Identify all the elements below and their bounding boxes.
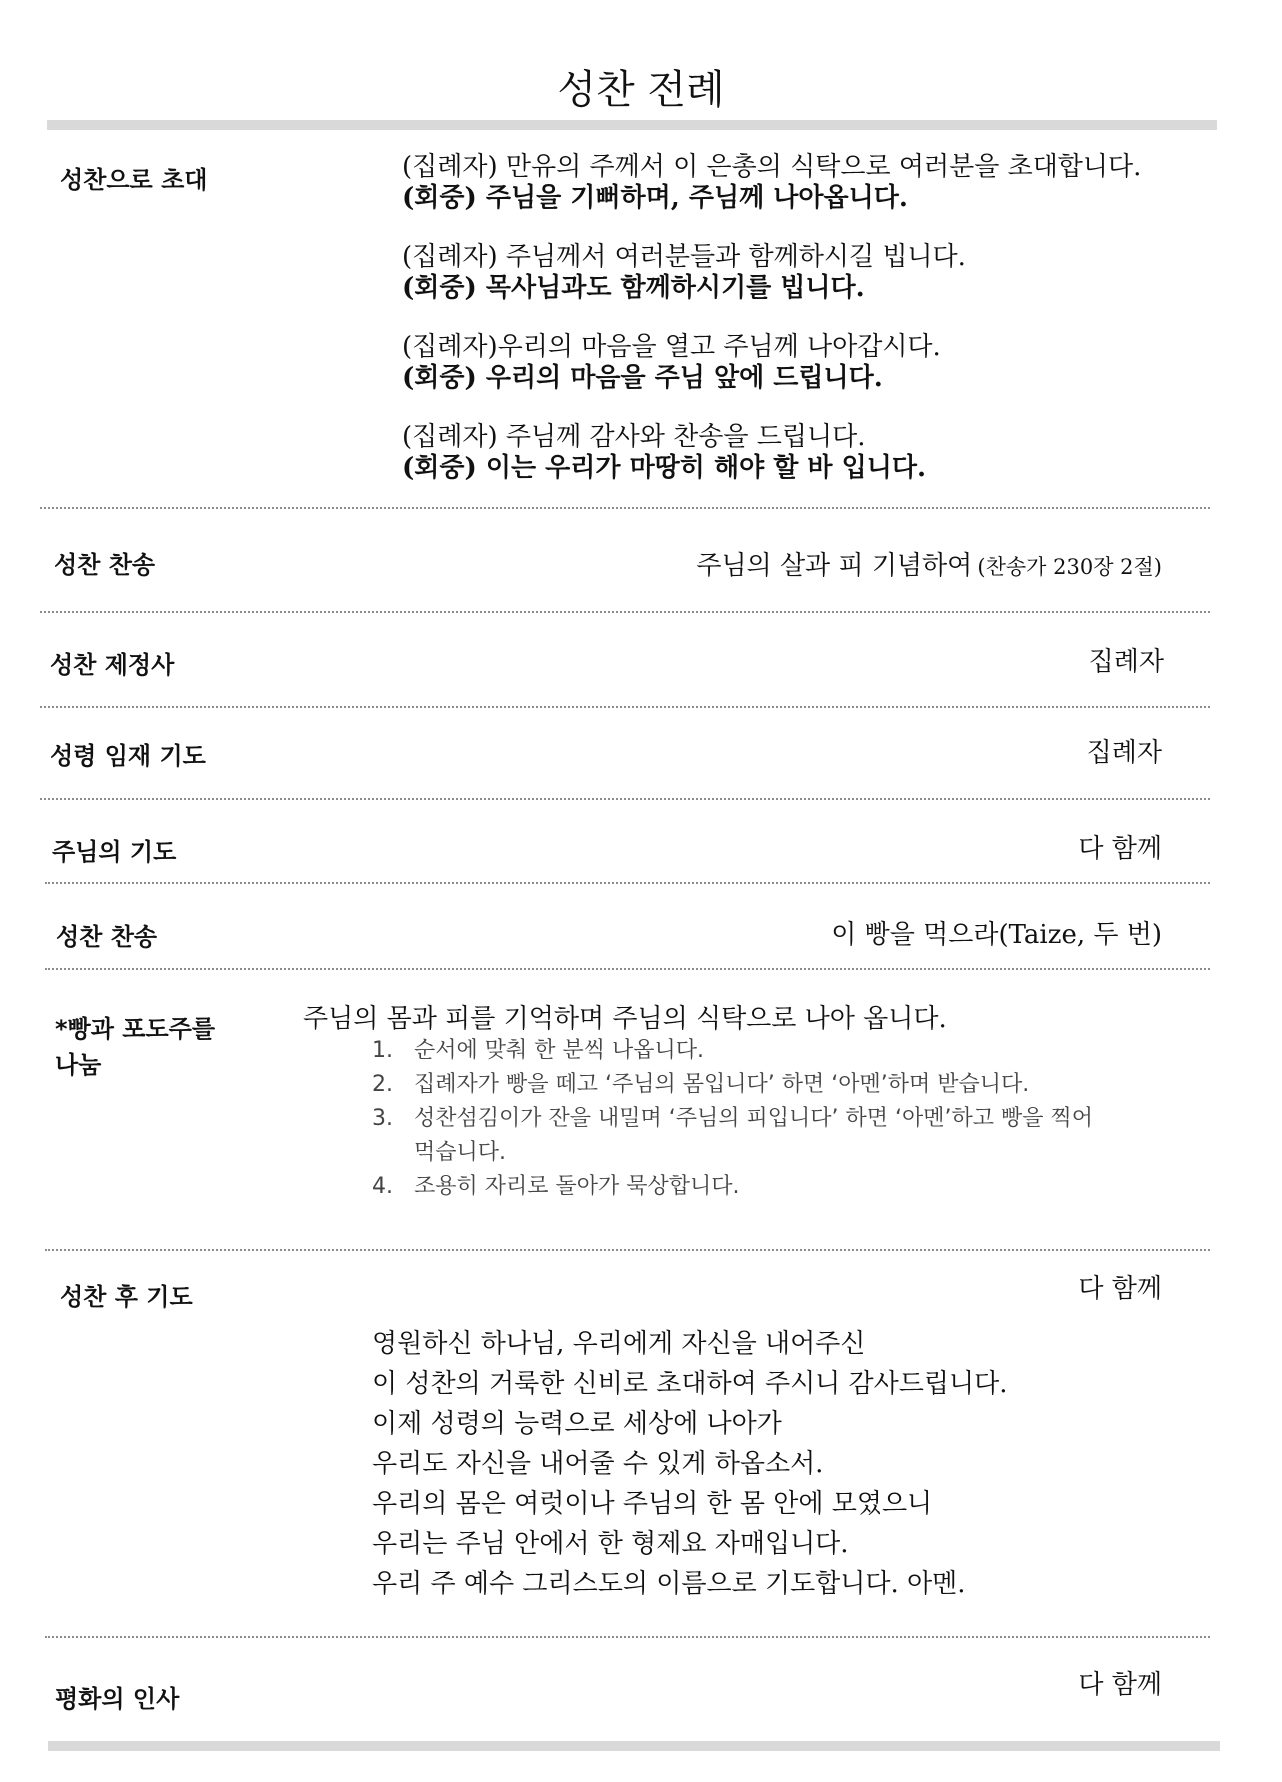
- dotted-divider: [45, 1636, 1210, 1638]
- post-prayer-text: [372, 1324, 1008, 1604]
- people-response: (회중) 이는 우리가 마땅히 해야 할 바 입니다.: [402, 453, 926, 483]
- prayer-line: 이제 성령의 능력으로 세상에 나아가: [372, 1409, 782, 1439]
- list-item: [372, 1102, 1093, 1136]
- section-label-hymn-2: 성찬 찬송: [56, 923, 158, 951]
- section-label-institution: 성찬 제정사: [50, 651, 175, 679]
- hymn-1-note: (찬송가 230장 2절): [977, 555, 1162, 579]
- prayer-line: 영원하신 하나님, 우리에게 자신을 내어주신: [372, 1329, 866, 1359]
- dotted-divider: [45, 882, 1210, 884]
- leader-line: (집례자)우리의 마음을 열고 주님께 나아갑시다.: [402, 332, 941, 362]
- step-text: 조용히 자리로 돌아가 묵상합니다.: [414, 1174, 740, 1199]
- dotted-divider: [40, 706, 1210, 708]
- prayer-line: 우리는 주님 안에서 한 형제요 자매입니다.: [372, 1529, 849, 1559]
- section-label-distribution: [55, 1011, 215, 1083]
- dotted-divider: [45, 1249, 1210, 1251]
- dotted-divider: [45, 968, 1210, 970]
- dialogue-pair: [402, 332, 1141, 394]
- step-text: 성찬섬김이가 잔을 내밀며 ‘주님의 피입니다’ 하면 ‘아멘’하고 빵을 찍어: [414, 1106, 1093, 1131]
- step-number: 1.: [372, 1038, 393, 1063]
- hymn-1-value: [696, 545, 1162, 582]
- dotted-divider: [40, 507, 1210, 509]
- top-divider: [47, 120, 1217, 130]
- step-text: 집례자가 빵을 떼고 ‘주님의 몸입니다’ 하면 ‘아멘’하며 받습니다.: [414, 1072, 1030, 1097]
- hymn-2-value: 이 빵을 먹으라(Taize, 두 번): [831, 920, 1162, 950]
- list-item-continuation: [372, 1136, 1093, 1170]
- prayer-line: 우리의 몸은 여럿이나 주님의 한 몸 안에 모였으니: [372, 1489, 933, 1519]
- post-prayer-value: 다 함께: [1078, 1274, 1162, 1304]
- page-title: 성찬 전례: [557, 67, 725, 113]
- hymn-1-title: 주님의 살과 피 기념하여: [696, 551, 973, 581]
- list-item: [372, 1170, 1093, 1204]
- peace-value: 다 함께: [1078, 1670, 1162, 1700]
- list-item: [372, 1034, 1093, 1068]
- prayer-line: 우리 주 예수 그리스도의 이름으로 기도합니다. 아멘.: [372, 1569, 966, 1599]
- step-text: 순서에 맞춰 한 분씩 나옵니다.: [414, 1038, 704, 1063]
- section-label-lords-prayer: 주님의 기도: [52, 838, 177, 866]
- step-number: 3.: [372, 1106, 393, 1131]
- distribution-label-line: *빵과 포도주를: [55, 1015, 216, 1043]
- distribution-label-line: 나눔: [55, 1051, 102, 1079]
- prayer-line: 이 성찬의 거룩한 신비로 초대하여 주시니 감사드립니다.: [372, 1369, 1008, 1399]
- prayer-line: 우리도 자신을 내어줄 수 있게 하옵소서.: [372, 1449, 824, 1479]
- people-response: (회중) 목사님과도 함께하시기를 빕니다.: [402, 273, 865, 303]
- lords-prayer-value: 다 함께: [1078, 834, 1162, 864]
- step-number: 2.: [372, 1072, 393, 1097]
- people-response: (회중) 우리의 마음을 주님 앞에 드립니다.: [402, 363, 883, 393]
- step-text: 먹습니다.: [414, 1140, 507, 1165]
- dotted-divider: [40, 611, 1210, 613]
- bottom-divider: [48, 1741, 1220, 1751]
- dialogue-pair: [402, 152, 1141, 214]
- invitation-dialogue: [402, 152, 1141, 484]
- leader-line: (집례자) 주님께 감사와 찬송을 드립니다.: [402, 422, 866, 452]
- list-item: [372, 1068, 1093, 1102]
- distribution-lead: 주님의 몸과 피를 기억하며 주님의 식탁으로 나아 옵니다.: [303, 1004, 947, 1034]
- section-label-invitation: 성찬으로 초대: [60, 166, 208, 194]
- section-label-peace: 평화의 인사: [55, 1685, 180, 1713]
- dotted-divider: [40, 798, 1210, 800]
- section-label-hymn-1: 성찬 찬송: [54, 551, 156, 579]
- people-response: (회중) 주님을 기뻐하며, 주님께 나아옵니다.: [402, 183, 908, 213]
- epiclesis-value: 집례자: [1086, 738, 1162, 768]
- institution-value: 집례자: [1088, 647, 1164, 677]
- distribution-steps: [372, 1034, 1093, 1204]
- leader-line: (집례자) 만유의 주께서 이 은총의 식탁으로 여러분을 초대합니다.: [402, 152, 1142, 182]
- dialogue-pair: [402, 422, 1141, 484]
- section-label-post-prayer: 성찬 후 기도: [60, 1283, 193, 1311]
- leader-line: (집례자) 주님께서 여러분들과 함께하시길 빕니다.: [402, 242, 966, 272]
- section-label-epiclesis: 성령 임재 기도: [50, 742, 206, 770]
- step-number: 4.: [372, 1174, 393, 1199]
- dialogue-pair: [402, 242, 1141, 304]
